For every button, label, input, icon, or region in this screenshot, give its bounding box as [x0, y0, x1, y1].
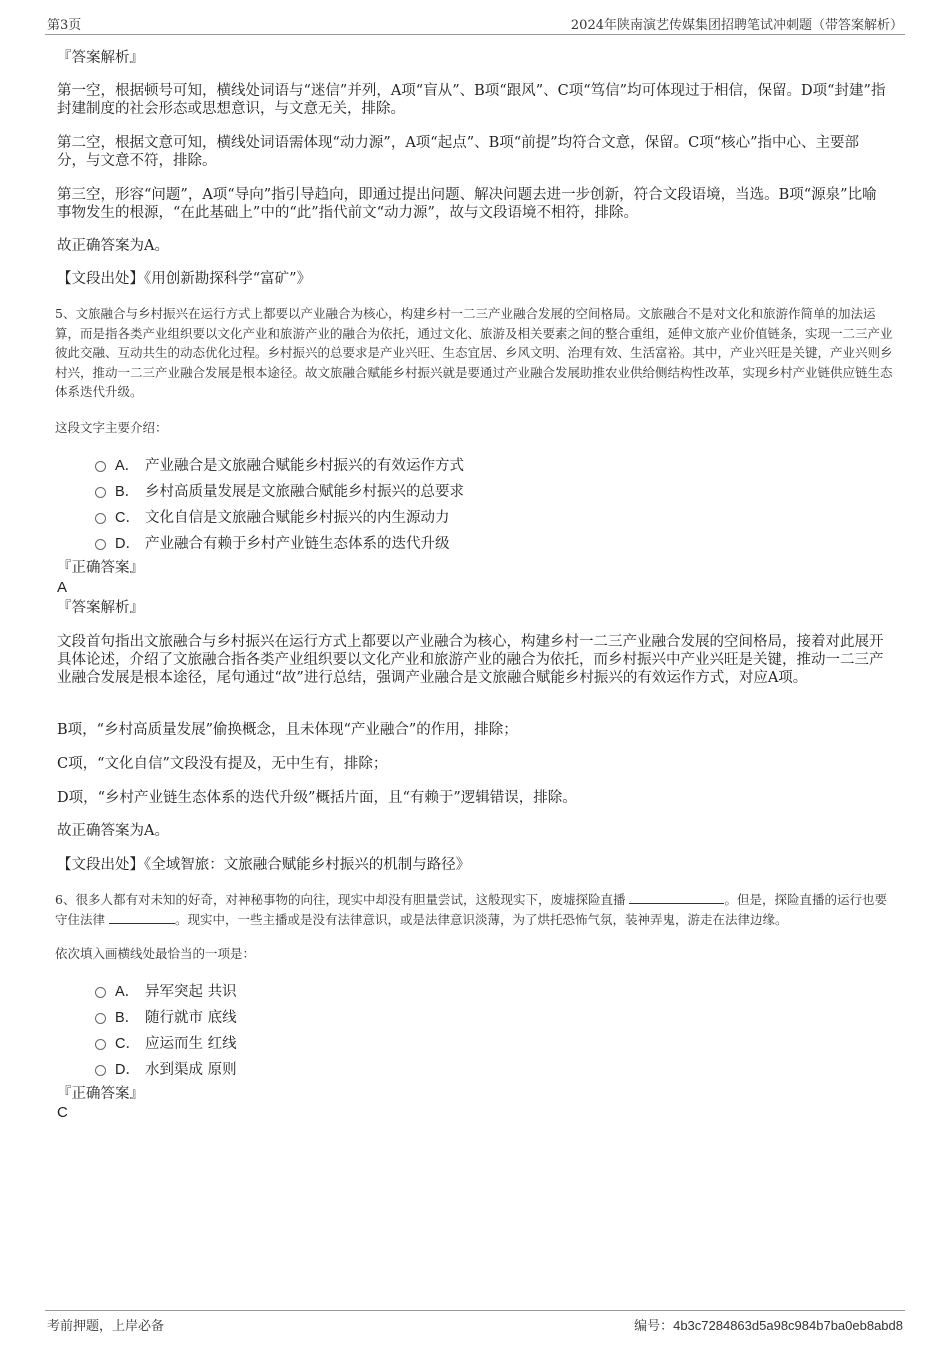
fill-blank-2: [109, 911, 175, 924]
q4-analysis-p1: 第一空，根据顿号可知，横线处词语与“迷信”并列，A项“盲从”、B项“跟风”、C项“笃信”均可体现过于相信，保留。D项“封建”指封建制度的社会形态或思想意识，与文意无关，排除。: [57, 83, 886, 117]
page-header: [45, 12, 905, 35]
q4-analysis-p3: 第三空，形容“问题”，A项“导向”指引导趋向，即通过提出问题、解决问题去进一步创新，符合文段语境，当选。B项“源泉”比喻事物发生的根源，“在此基础上”中的“此”指代前文“动力源”，故与文段语境不相符，排除。: [57, 187, 877, 221]
page-footer: [45, 1310, 905, 1335]
radio-icon[interactable]: [95, 1065, 106, 1076]
q4-source: 【文段出处】《用创新勘探科学“富矿”》: [57, 271, 312, 287]
q6-stem: 6、很多人都有对未知的好奇，对神秘事物的向往，现实中却没有胆量尝试，这般现实下，废墟探险直播 。但是，探险直播的运行也要守住法律 。现实中，一些主播或是没有法律意识，或是法律意识淡薄，为了烘托恐怖气氛，装神弄鬼，游走在法律边缘。: [55, 892, 887, 927]
q5-analysis: 文段首句指出文旅融合与乡村振兴在运行方式上都要以产业融合为核心，构建乡村一二三产业融合发展的空间格局，接着对此展开具体论述，介绍了文旅融合指各类产业组织要以文化产业和旅游产业的融合为依托，而乡村振兴中产业兴旺是关键，推动一二三产业融合发展是根本途径，尾句通过“故”进行总结，强调产业融合是文旅融合赋能乡村振兴的有效运作方式，对应A项。: [57, 634, 884, 686]
q5-option-c[interactable]: C． 文化自信是文旅融合赋能乡村振兴的内生源动力: [95, 503, 464, 529]
q6-options: [95, 977, 237, 1081]
page-number: 第3页: [47, 18, 82, 33]
q5-prompt: 这段文字主要介绍：: [55, 420, 168, 435]
footer-slogan: 考前押题，上岸必备: [47, 1319, 165, 1334]
fill-blank-1: [629, 891, 724, 904]
q6-answer: C: [57, 1104, 68, 1121]
q6-answer-label: 『正确答案』: [57, 1086, 144, 1102]
q4-analysis-p2: 第二空，根据文意可知，横线处词语需体现“动力源”，A项“起点”、B项“前提”均符合文意，保留。C项“核心”指中心、主要部分，与文意不符，排除。: [57, 135, 860, 169]
q5-option-d[interactable]: D． 产业融合有赖于乡村产业链生态体系的迭代升级: [95, 529, 464, 555]
q5-answer-label: 『正确答案』: [57, 560, 144, 576]
radio-icon[interactable]: [95, 539, 106, 550]
q5-options: [95, 451, 464, 555]
footer-code: 编号：4b3c7284863d5a98c984b7ba0eb8abd8: [634, 1318, 903, 1334]
radio-icon[interactable]: [95, 461, 106, 472]
q6-option-d[interactable]: D． 水到渠成 原则: [95, 1055, 237, 1081]
q4-analysis-label: 『答案解析』: [57, 50, 144, 66]
radio-icon[interactable]: [95, 487, 106, 498]
q5-stem: 5、文旅融合与乡村振兴在运行方式上都要以产业融合为核心，构建乡村一二三产业融合发展的空间格局。文旅融合不是对文化和旅游作简单的加法运算，而是指各类产业组织要以文化产业和旅游产业的融合为依托，通过文化、旅游及相关要素之间的整合重组，延伸文旅产业价值链条，实现一二三产业彼此交融、互动共生的动态优化过程。乡村振兴的总要求是产业兴旺、生态宜居、乡风文明、治理有效、生活富裕。其中，产业兴旺是关键，产业兴则乡村兴，推动一二三产业融合发展是根本途径。故文旅融合赋能乡村振兴就是要通过产业融合发展助推农业供给侧结构性改革，实现乡村产业链供应链生态体系迭代升级。: [55, 306, 893, 399]
q4-conclusion: 故正确答案为A。: [57, 238, 169, 254]
q5-option-b[interactable]: B． 乡村高质量发展是文旅融合赋能乡村振兴的总要求: [95, 477, 464, 503]
q6-option-a[interactable]: A． 异军突起 共识: [95, 977, 237, 1003]
q5-note-c: C项，“文化自信”文段没有提及，无中生有，排除；: [57, 756, 388, 772]
q5-note-d: D项，“乡村产业链生态体系的迭代升级”概括片面，且“有赖于”逻辑错误，排除。: [57, 790, 577, 806]
q6-option-b[interactable]: B． 随行就市 底线: [95, 1003, 237, 1029]
q6-option-c[interactable]: C． 应运而生 红线: [95, 1029, 237, 1055]
q5-note-b: B项，“乡村高质量发展”偷换概念，且未体现“产业融合”的作用，排除；: [57, 722, 518, 738]
radio-icon[interactable]: [95, 987, 106, 998]
radio-icon[interactable]: [95, 513, 106, 524]
q5-analysis-label: 『答案解析』: [57, 600, 144, 616]
q5-source: 【文段出处】《全域智旅：文旅融合赋能乡村振兴的机制与路径》: [57, 857, 471, 873]
q5-answer: A: [57, 579, 68, 596]
radio-icon[interactable]: [95, 1039, 106, 1050]
radio-icon[interactable]: [95, 1013, 106, 1024]
q5-conclusion: 故正确答案为A。: [57, 823, 169, 839]
q6-prompt: 依次填入画横线处最恰当的一项是：: [55, 946, 256, 961]
document-title: 2024年陕南演艺传媒集团招聘笔试冲刺题（带答案解析）: [570, 18, 903, 33]
q5-option-a[interactable]: A． 产业融合是文旅融合赋能乡村振兴的有效运作方式: [95, 451, 464, 477]
